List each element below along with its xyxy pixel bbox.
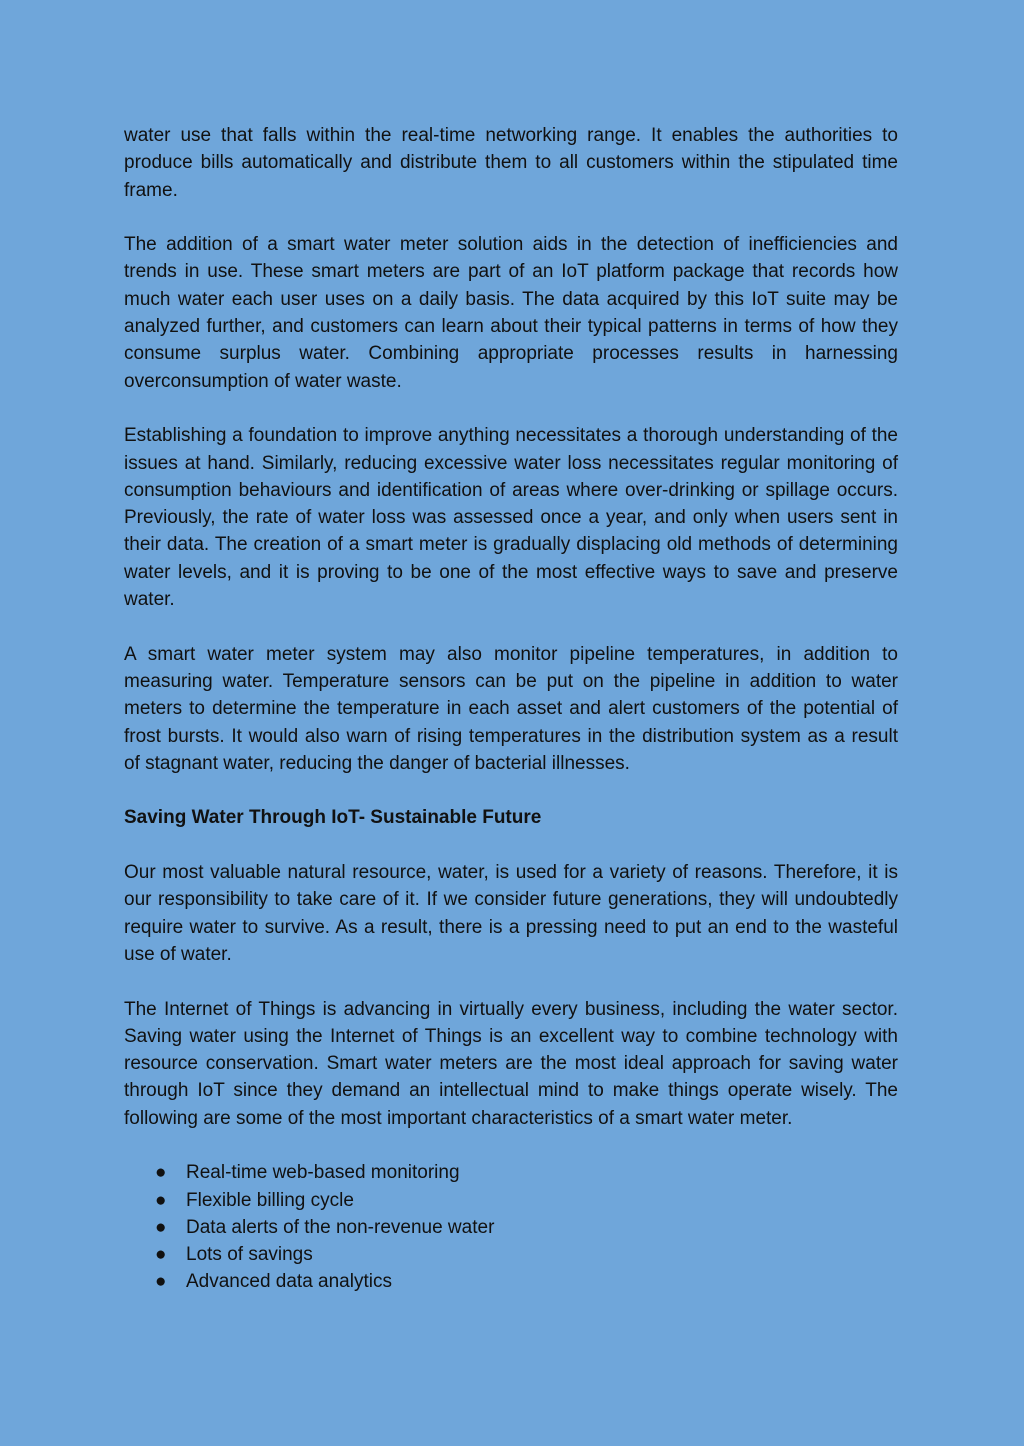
list-item: [124, 1187, 898, 1214]
list-item-text: Lots of savings: [186, 1244, 313, 1266]
bullet-icon: ●: [155, 1271, 167, 1293]
document-body: [124, 122, 898, 1296]
list-item: [124, 1159, 898, 1186]
list-item-text: Flexible billing cycle: [186, 1189, 354, 1211]
list-item-text: Advanced data analytics: [186, 1271, 392, 1293]
bullet-icon: ●: [155, 1244, 167, 1266]
bullet-icon: ●: [155, 1189, 167, 1211]
paragraph-natural-resource: Our most valuable natural resource, water, is used for a variety of reasons. Therefore, it is our responsibility to take care of it. If we consider future generations, they will undoubtedly require water to survive. As a result, there is a pressing need to put an end to the wasteful use of water.: [124, 862, 898, 965]
feature-list: [124, 1159, 898, 1295]
section-heading: Saving Water Through IoT- Sustainable Future: [124, 807, 542, 829]
bullet-icon: ●: [155, 1162, 167, 1184]
paragraph-internet-of-things: The Internet of Things is advancing in virtually every business, including the water sector. Saving water using the Internet of Things is an excellent way to combine technology with resource conservation. Smart water meters are the most ideal approach for saving water through IoT since they demand an intellectual mind to make things operate wisely. The following are some of the most important characteristics of a smart water meter.: [124, 998, 898, 1129]
list-item-text: Data alerts of the non-revenue water: [186, 1216, 495, 1238]
list-item: [124, 1241, 898, 1268]
list-item: [124, 1268, 898, 1295]
paragraph-billing: water use that falls within the real-time networking range. It enables the authorities to produce bills automatically and distribute them to all customers within the stipulated time frame.: [124, 125, 898, 201]
paragraph-pipeline-temperature: A smart water meter system may also monitor pipeline temperatures, in addition to measuring water. Temperature sensors can be put on the pipeline in addition to water meters to determine the temperature in each asset and alert customers of the potential of frost bursts. It would also warn of rising temperatures in the distribution system as a result of stagnant water, reducing the danger of bacterial illnesses.: [124, 643, 898, 774]
list-item: [124, 1214, 898, 1241]
bullet-icon: ●: [155, 1216, 167, 1238]
paragraph-smart-meter-solution: The addition of a smart water meter solution aids in the detection of inefficiencies and trends in use. These smart meters are part of an IoT platform package that records how much water each user uses on a daily basis. The data acquired by this IoT suite may be analyzed further, and customers can learn about their typical patterns in terms of how they consume surplus water. Combining appropriate processes results in harnessing overconsumption of water waste.: [124, 234, 898, 392]
paragraph-water-loss: Establishing a foundation to improve anything necessitates a thorough understanding of the issues at hand. Similarly, reducing excessive water loss necessitates regular monitoring of consumption behaviours and identification of areas where over-drinking or spillage occurs. Previously, the rate of water loss was assessed once a year, and only when users sent in their data. The creation of a smart meter is gradually displacing old methods of determining water levels, and it is proving to be one of the most effective ways to save and preserve water.: [124, 425, 898, 611]
list-item-text: Real-time web-based monitoring: [186, 1162, 460, 1184]
